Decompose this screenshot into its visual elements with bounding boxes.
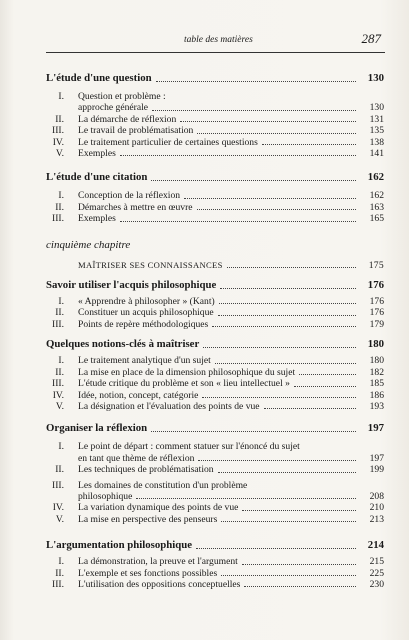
header-page-number: 287 — [361, 31, 381, 46]
toc-entry: III. L'étude critique du problème et son « lieu intellectuel » 185 — [52, 378, 384, 390]
toc-entry-continuation: approche générale 130 — [78, 102, 384, 114]
toc-entry: II. La mise en place de la dimension philosophique du sujet 182 — [55, 366, 384, 378]
toc-entry: III. L'utilisation des oppositions conceptuelles 230 — [52, 578, 384, 590]
toc-section-heading: Savoir utiliser l'acquis philosophique 176 — [46, 279, 384, 292]
chapter-label: cinquième chapitre — [46, 238, 131, 251]
toc-section-heading: L'argumentation philosophique 214 — [46, 539, 384, 552]
toc-entry: III. Points de repère méthodologiques 179 — [52, 318, 384, 330]
toc-entry: I. « Apprendre à philosopher » (Kant) 176 — [58, 296, 384, 308]
toc-entry: I. Conception de la réflexion 162 — [58, 190, 384, 202]
chapter-title-entry: MAÎTRISER SES CONNAISSANCES 175 — [78, 259, 384, 271]
toc-entry: IV. La variation dynamique des points de vue 210 — [52, 502, 384, 514]
toc-entry: V. La mise en perspective des penseurs 213 — [55, 513, 384, 525]
toc-entry: II. Démarches à mettre en œuvre 163 — [55, 201, 384, 213]
toc-entry: III. Exemples 165 — [52, 213, 384, 225]
toc-entry: III. Le travail de problématisation 135 — [52, 125, 384, 137]
toc-entry: IV. Le traitement particulier de certaines questions 138 — [52, 136, 384, 148]
toc-section-heading: L'étude d'une citation 162 — [46, 171, 384, 184]
toc-entry: I. Le point de départ : comment statuer sur l'énoncé du sujet — [58, 441, 300, 453]
toc-entry: II. Constituer un acquis philosophique 176 — [55, 307, 384, 319]
toc-entry: III. Les domaines de constitution d'un problème — [52, 479, 248, 491]
toc-entry: V. La désignation et l'évaluation des points de vue 193 — [55, 400, 384, 412]
toc-entry: V. Exemples 141 — [55, 148, 384, 160]
toc-entry: II. Les techniques de problématisation 199 — [55, 464, 384, 476]
toc-entry: I. Question et problème : — [58, 91, 166, 102]
toc-section-heading: L'étude d'une question 130 — [46, 72, 384, 84]
toc-entry-continuation: philosophique 208 — [78, 490, 384, 502]
toc-entry: I. La démonstration, la preuve et l'argument 215 — [58, 556, 384, 568]
toc-section-heading: Quelques notions-clés à maîtriser 180 — [46, 338, 384, 351]
toc-entry: II. La démarche de réflexion 131 — [55, 113, 384, 125]
toc-entry: II. L'exemple et ses fonctions possibles 225 — [55, 567, 384, 579]
running-header — [46, 31, 385, 53]
toc-entry-continuation: en tant que thème de réflexion 197 — [78, 452, 384, 464]
table-of-contents — [46, 72, 384, 590]
toc-entry: I. Le traitement analytique d'un sujet 180 — [58, 355, 384, 367]
toc-entry: IV. Idée, notion, concept, catégorie 186 — [52, 389, 384, 401]
toc-section-heading: Organiser la réflexion 197 — [46, 422, 384, 435]
header-title: table des matières — [184, 35, 253, 45]
